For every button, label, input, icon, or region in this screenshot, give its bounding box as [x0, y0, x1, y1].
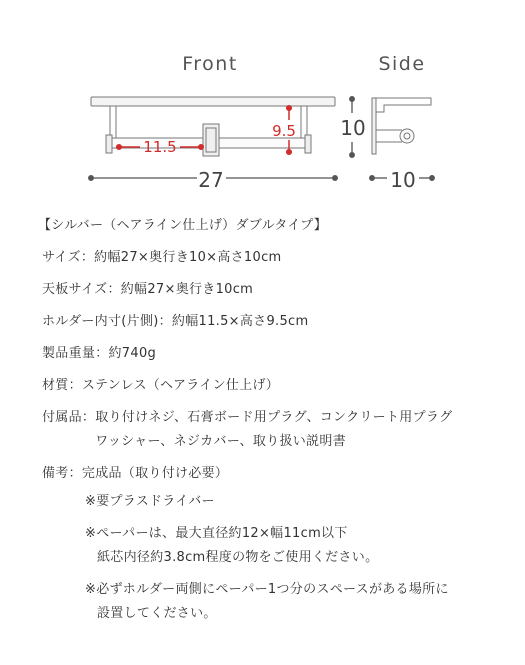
front-top-plate	[91, 97, 335, 106]
side-label: Side	[378, 53, 426, 75]
note-paper-size-line-1: ※ペーパーは、最大直径約12×幅11cm以下	[85, 526, 348, 541]
side-arm	[376, 130, 402, 142]
spec-title: 【シルバー（ヘアライン仕上げ）ダブルタイプ】	[38, 218, 328, 233]
front-right-cap	[305, 135, 311, 153]
spec-top-size: 天板サイズ：約幅27×奥行き10cm	[42, 282, 254, 297]
accessories-label: 付属品：	[42, 410, 96, 425]
note-paper-size	[85, 522, 505, 570]
accessories-line-2: ワッシャー、ネジカバー、取り扱い説明書	[95, 434, 346, 449]
spec-accessories	[42, 406, 512, 454]
note-screwdriver	[85, 490, 505, 514]
remarks-value: 完成品（取り付け必要）	[81, 466, 229, 481]
accessories-value	[95, 406, 452, 454]
spec-material: 材質：ステンレス（ヘアライン仕上げ）	[42, 378, 279, 393]
spec-holder-size: ホルダー内寸(片側)：約幅11.5×高さ9.5cm	[42, 314, 309, 329]
note-installation-space	[85, 578, 505, 626]
front-center-bracket	[203, 124, 219, 156]
dimension-diagram	[0, 0, 525, 200]
width-dim-label: 27	[198, 168, 224, 192]
accessories-line-1: 取り付けネジ、石膏ボード用プラグ、コンクリート用プラグ	[95, 410, 453, 425]
side-height-dim-label: 10	[340, 116, 366, 140]
side-depth-dim-label: 10	[390, 168, 416, 192]
spec-weight: 製品重量：約740g	[42, 346, 157, 361]
side-view	[372, 98, 431, 154]
remarks-label: 備考：	[42, 466, 82, 481]
holder-height-dim: 9.5	[272, 122, 296, 140]
side-wall-plate	[372, 98, 376, 154]
note-installation-space-line-2: 設置してください。	[97, 606, 217, 621]
spec-list	[38, 214, 512, 486]
front-left-cap	[106, 135, 112, 153]
spec-remarks	[42, 462, 512, 486]
side-roll-cap	[400, 129, 414, 143]
spec-size: サイズ：約幅27×奥行き10×高さ10cm	[42, 250, 282, 265]
front-label: Front	[182, 53, 238, 75]
side-top-plate	[376, 98, 431, 112]
note-installation-space-line-1: ※必ずホルダー両側にペーパー1つ分のスペースがある場所に	[85, 582, 449, 597]
holder-width-dim: 11.5	[143, 138, 177, 156]
note-paper-size-line-2: 紙芯内径約3.8cm程度の物をご使用ください。	[97, 550, 379, 565]
note-screwdriver-text: ※要プラスドライバー	[85, 494, 215, 509]
